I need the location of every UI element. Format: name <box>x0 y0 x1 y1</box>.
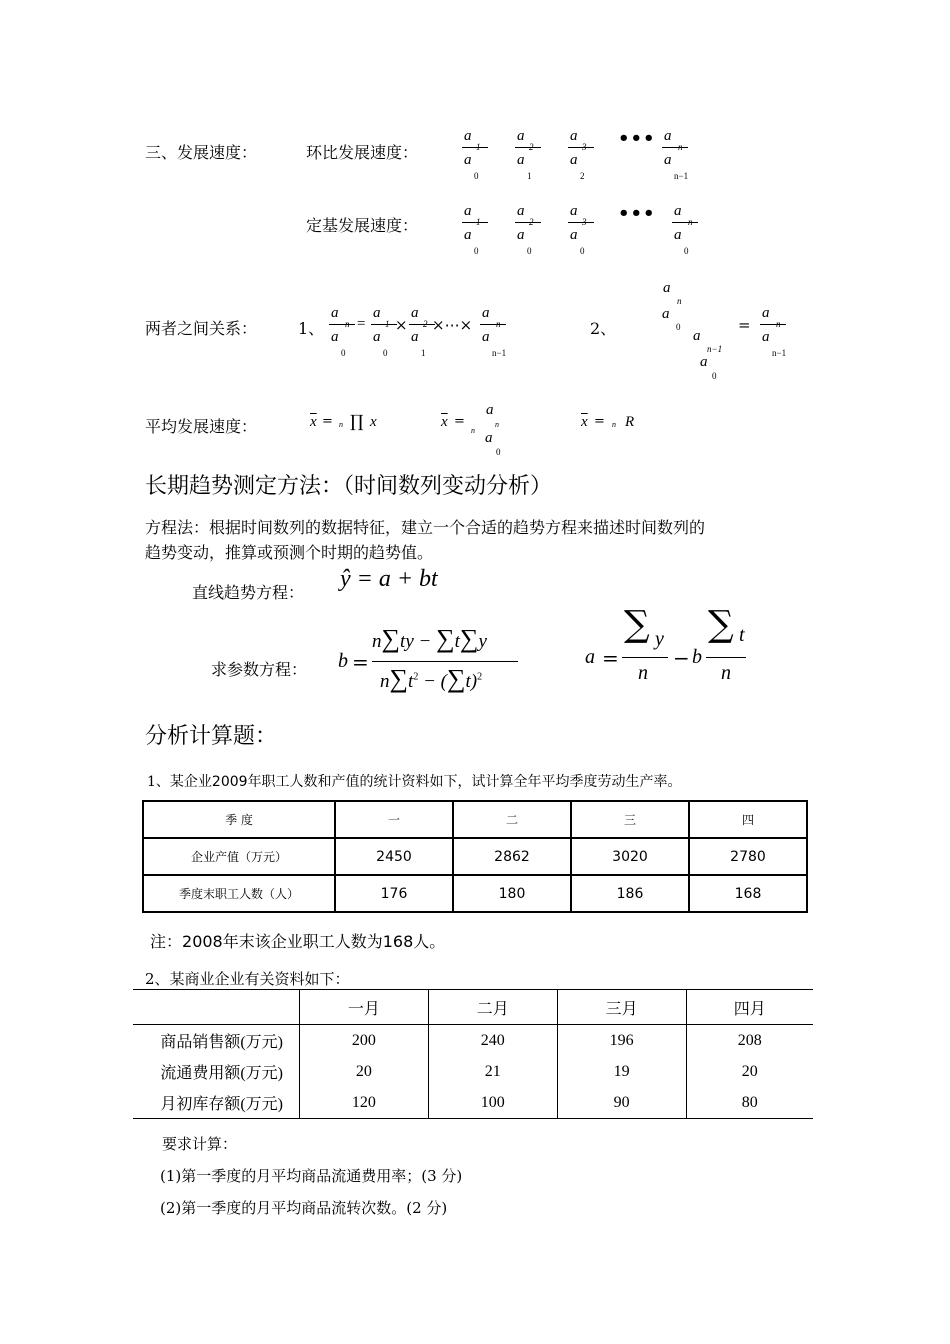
param-label: 求参数方程： <box>211 660 308 679</box>
table-row <box>133 1025 813 1057</box>
table-cell: 20 <box>686 1056 813 1087</box>
table-cell: 二月 <box>428 990 557 1025</box>
table-cell: 186 <box>571 875 689 912</box>
table-cell: 168 <box>689 875 807 912</box>
table-cell <box>133 990 300 1025</box>
table-cell: 240 <box>428 1025 557 1057</box>
table-cell: 19 <box>557 1056 686 1087</box>
note-suffix: 人。 <box>413 932 446 951</box>
table-cell: 80 <box>686 1087 813 1119</box>
table-cell: 三月 <box>557 990 686 1025</box>
table-cell: 流通费用额(万元) <box>160 1065 283 1082</box>
fixed-speed-label: 定基发展速度： <box>306 216 419 235</box>
chain-speed-label: 环比发展速度： <box>306 143 419 162</box>
note-mid: 年末该企业职工人数为 <box>222 932 383 951</box>
table-cell: 四 <box>689 801 807 838</box>
table-cell: 3020 <box>571 838 689 875</box>
table-cell: 三 <box>571 801 689 838</box>
table-cell: 21 <box>428 1056 557 1087</box>
note-year: 2008 <box>182 932 223 951</box>
line-trend-label: 直线趋势方程： <box>192 583 305 602</box>
table-cell: 企业产值（万元） <box>143 838 335 875</box>
table-cell: 2780 <box>689 838 807 875</box>
table-row <box>133 1056 813 1087</box>
table-cell: 200 <box>300 1025 429 1057</box>
table-row <box>143 838 807 875</box>
table-cell: 2862 <box>453 838 571 875</box>
table-row <box>133 1087 813 1119</box>
relation-label: 两者之间关系： <box>145 319 258 338</box>
trend-heading: 长期趋势测定方法：（时间数列变动分析） <box>145 474 553 499</box>
question-1-suffix: 年职工人数和产值的统计资料如下，试计算全年平均季度劳动生产率。 <box>247 774 682 790</box>
table-cell: 月初库存额(万元) <box>133 1087 300 1119</box>
relation-number-1: 1、 <box>298 319 325 338</box>
question-2: 2、某商业企业有关资料如下： <box>145 970 350 988</box>
table-cell: 季 度 <box>143 801 335 838</box>
table-cell: 100 <box>428 1087 557 1119</box>
analysis-heading: 分析计算题： <box>145 724 278 749</box>
table-cell: 四月 <box>686 990 813 1025</box>
table-cell: 176 <box>335 875 453 912</box>
trend-paragraph-2: 趋势变动，推算或预测个时期的趋势值。 <box>145 543 434 562</box>
table-cell: 商品销售额(万元) <box>160 1034 283 1051</box>
table-1 <box>142 800 808 913</box>
table-cell: 196 <box>557 1025 686 1057</box>
relation-number-2: 2、 <box>590 319 617 338</box>
ellipsis: ••• <box>618 203 656 224</box>
table-cell: 90 <box>557 1087 686 1119</box>
table-cell: 季度末职工人数（人） <box>143 875 335 912</box>
note-count: 168 <box>382 932 414 951</box>
table-1-note <box>150 929 445 952</box>
section-title: 三、发展速度： <box>145 143 258 162</box>
table-cell: 二 <box>453 801 571 838</box>
trend-paragraph: 方程法：根据时间数列的数据特征，建立一个合适的趋势方程来描述时间数列的 <box>145 518 706 537</box>
requirement-title: 要求计算： <box>162 1135 238 1153</box>
table-cell: 2450 <box>335 838 453 875</box>
line-trend-equation: ŷ = a + bt <box>340 566 438 592</box>
table-cell: 一 <box>335 801 453 838</box>
question-1-prefix: 1、某企业 <box>147 774 212 790</box>
note-prefix: 注： <box>150 932 183 951</box>
table-row <box>143 801 807 838</box>
table-row <box>143 875 807 912</box>
requirement-1: (1)第一季度的月平均商品流通费用率；(3 分) <box>160 1167 463 1185</box>
table-cell: 180 <box>453 875 571 912</box>
question-1 <box>147 771 682 791</box>
average-speed-label: 平均发展速度： <box>145 417 258 436</box>
requirement-2: (2)第一季度的月平均商品流转次数。(2 分) <box>160 1199 448 1217</box>
table-cell: 208 <box>686 1025 813 1057</box>
table-2 <box>133 989 813 1119</box>
table-row <box>133 990 813 1025</box>
ellipsis: ••• <box>618 128 656 149</box>
question-1-year: 2009 <box>211 774 248 790</box>
table-cell: 120 <box>300 1087 429 1119</box>
table-cell: 20 <box>300 1056 429 1087</box>
table-cell: 一月 <box>300 990 429 1025</box>
